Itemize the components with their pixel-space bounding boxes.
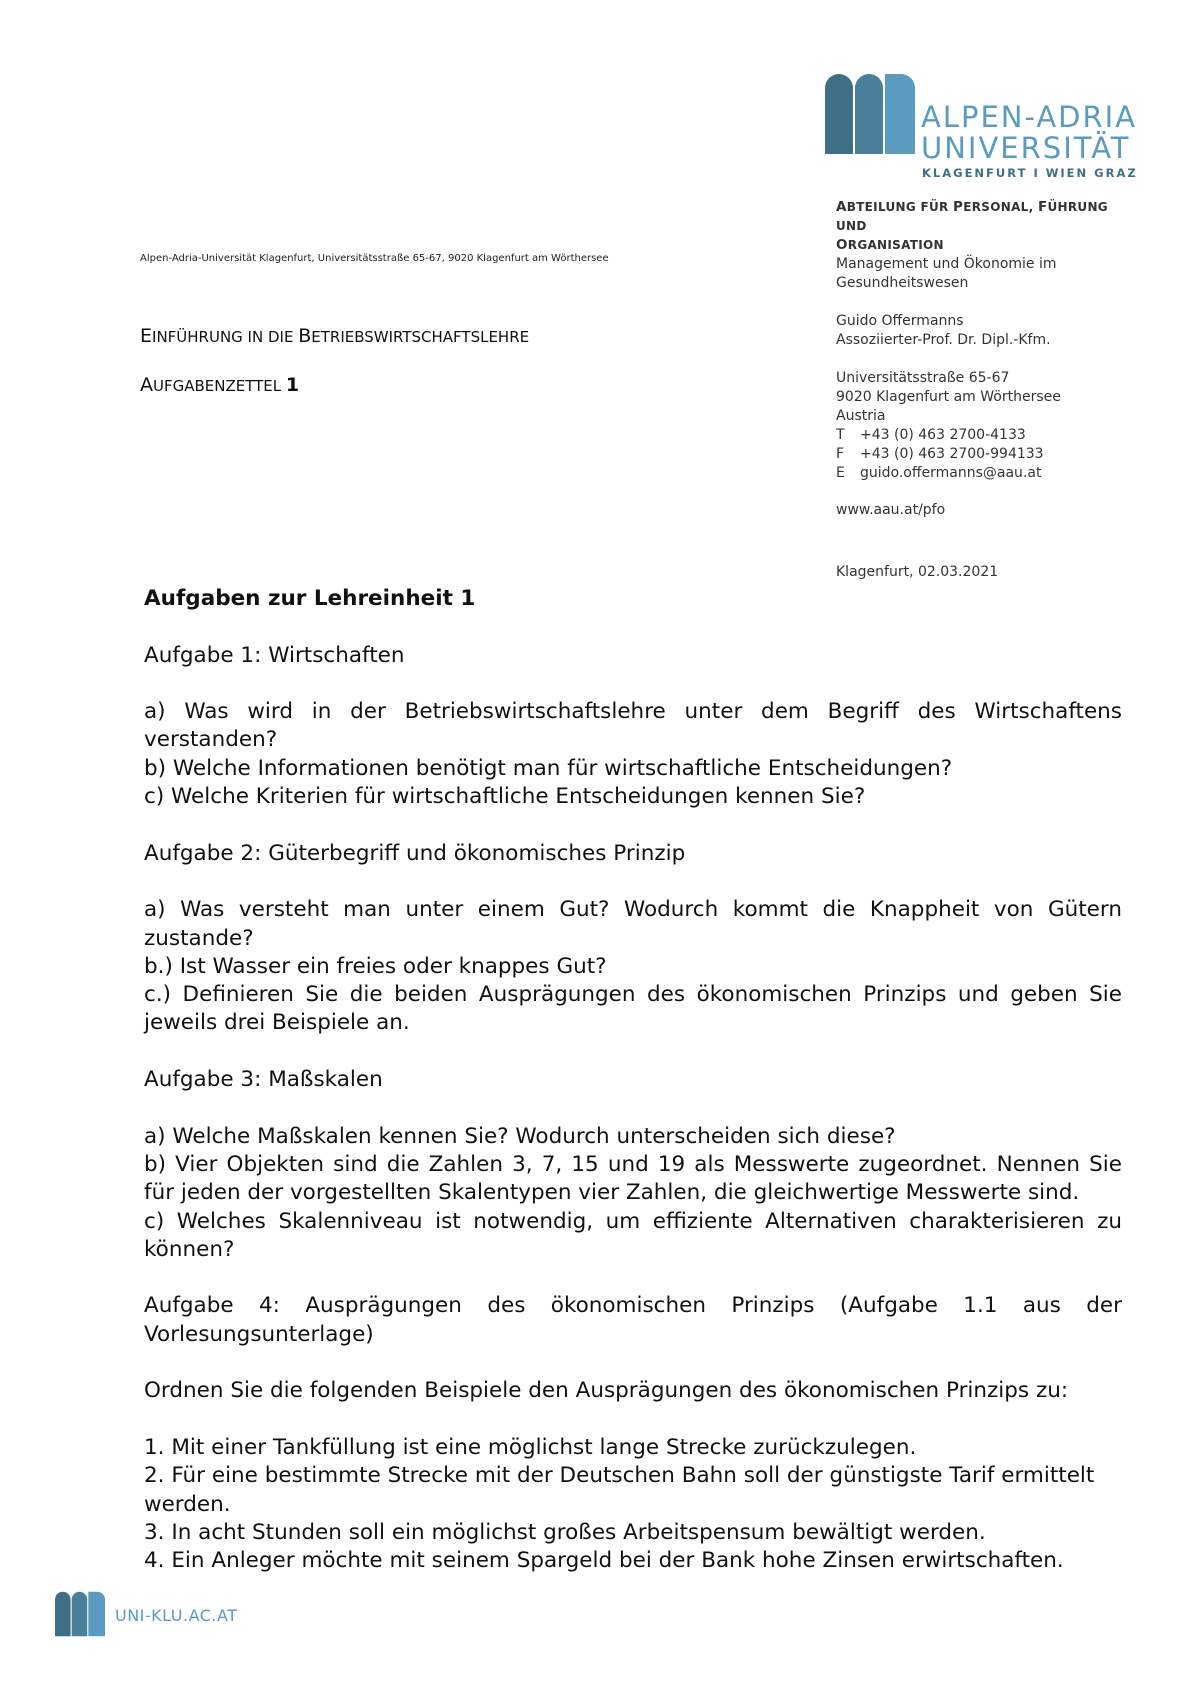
- logo-line-2: UNIVERSITÄT: [921, 131, 1131, 165]
- task-4-item: 2. Für eine bestimmte Strecke mit der Deutschen Bahn soll der günstigste Tarif ermittelt werden.: [144, 1463, 1095, 1517]
- person-name: Guido Offermanns: [836, 313, 964, 329]
- task-2-question-a: a) Was versteht man unter einem Gut? Wodurch kommt die Knappheit von Gütern zustande?: [144, 897, 1122, 951]
- task-4-item: 3. In acht Stunden soll ein möglichst großes Arbeitspensum bewältigt werden.: [144, 1519, 986, 1545]
- university-logo-mark-icon: [825, 74, 915, 154]
- task-3-question-c: c) Welches Skalenniveau ist notwendig, um effiziente Alternativen charakterisieren zu können?: [144, 1208, 1122, 1262]
- address-country: Austria: [836, 408, 886, 424]
- task-2-title: Aufgabe 2: Güterbegriff und ökonomisches Prinzip: [144, 840, 686, 866]
- task-4-item: 1. Mit einer Tankfüllung ist eine möglichst lange Strecke zurückzulegen.: [144, 1434, 917, 1460]
- email-line: E guido.offermanns@aau.at: [836, 465, 1042, 481]
- task-3-question-b: b) Vier Objekten sind die Zahlen 3, 7, 15 und 19 als Messwerte zugeordnet. Nennen Sie für jeden der vorgestellten Skalentypen vier Zahlen, die gleichwertige Messwerte sind.: [144, 1151, 1122, 1206]
- address-city: 9020 Klagenfurt am Wörthersee: [836, 389, 1061, 405]
- address-street: Universitätsstraße 65-67: [836, 370, 1010, 386]
- task-4-title: Aufgabe 4: Ausprägungen des ökonomischen Prinzips (Aufgabe 1.1 aus der Vorlesungsunterlage): [144, 1293, 1122, 1347]
- task-1-question-a: a) Was wird in der Betriebswirtschaftslehre unter dem Begriff des Wirtschaftens verstanden?: [144, 699, 1122, 753]
- website-link[interactable]: www.aau.at/pfo: [836, 502, 946, 518]
- footer-logo-mark-icon: [55, 1591, 105, 1637]
- document-body: [144, 585, 1122, 1575]
- footer: [55, 1591, 238, 1641]
- task-2-question-c: c.) Definieren Sie die beiden Ausprägungen des ökonomischen Prinzips und geben Sie jeweils drei Beispiele an.: [144, 982, 1122, 1036]
- logo-line-1: ALPEN-ADRIA: [921, 100, 1138, 134]
- task-3-question-a: a) Welche Maßskalen kennen Sie? Wodurch unterscheiden sich diese?: [144, 1123, 896, 1149]
- logo-subline: KLAGENFURT I WIEN GRAZ: [922, 166, 1138, 180]
- department-name-line-2: ORGANISATION: [836, 237, 944, 253]
- contact-block: [836, 198, 1136, 520]
- body-heading: Aufgaben zur Lehreinheit 1: [144, 586, 476, 611]
- document-subtitle: AUFGABENZETTEL 1: [140, 374, 300, 396]
- subdepartment-line-2: Gesundheitswesen: [836, 275, 969, 291]
- phone-line: T +43 (0) 463 2700-4133: [836, 427, 1026, 443]
- document-title: EINFÜHRUNG IN DIE BETRIEBSWIRTSCHAFTSLEHRE: [140, 325, 530, 347]
- university-logo: [825, 74, 1138, 180]
- logo-wordmark: [921, 102, 1137, 164]
- footer-url-link[interactable]: UNI-KLU.AC.AT: [115, 1606, 238, 1625]
- email-link[interactable]: guido.offermanns@aau.at: [860, 465, 1042, 481]
- phone-number: +43 (0) 463 2700-4133: [860, 427, 1026, 443]
- person-title: Assoziierter-Prof. Dr. Dipl.-Kfm.: [836, 332, 1051, 348]
- department-name-line-1: ABTEILUNG FÜR PERSONAL, FÜHRUNG UND: [836, 199, 1108, 233]
- task-4-item: 4. Ein Anleger möchte mit seinem Spargeld bei der Bank hohe Zinsen erwirtschaften.: [144, 1548, 1064, 1574]
- task-1-title: Aufgabe 1: Wirtschaften: [144, 642, 405, 668]
- task-1-question-c: c) Welche Kriterien für wirtschaftliche Entscheidungen kennen Sie?: [144, 784, 866, 810]
- task-3-title: Aufgabe 3: Maßskalen: [144, 1067, 383, 1093]
- sender-address-line: Alpen-Adria-Universität Klagenfurt, Universitätsstraße 65-67, 9020 Klagenfurt am Wörthersee: [140, 253, 609, 264]
- fax-line: F +43 (0) 463 2700-994133: [836, 446, 1044, 462]
- document-date: Klagenfurt, 02.03.2021: [836, 564, 999, 580]
- fax-number: +43 (0) 463 2700-994133: [860, 446, 1044, 462]
- task-2-question-b: b.) Ist Wasser ein freies oder knappes Gut?: [144, 953, 607, 979]
- task-1-question-b: b) Welche Informationen benötigt man für wirtschaftliche Entscheidungen?: [144, 755, 953, 781]
- subdepartment-line-1: Management und Ökonomie im: [836, 256, 1057, 272]
- task-4-intro: Ordnen Sie die folgenden Beispiele den Ausprägungen des ökonomischen Prinzips zu:: [144, 1378, 1069, 1404]
